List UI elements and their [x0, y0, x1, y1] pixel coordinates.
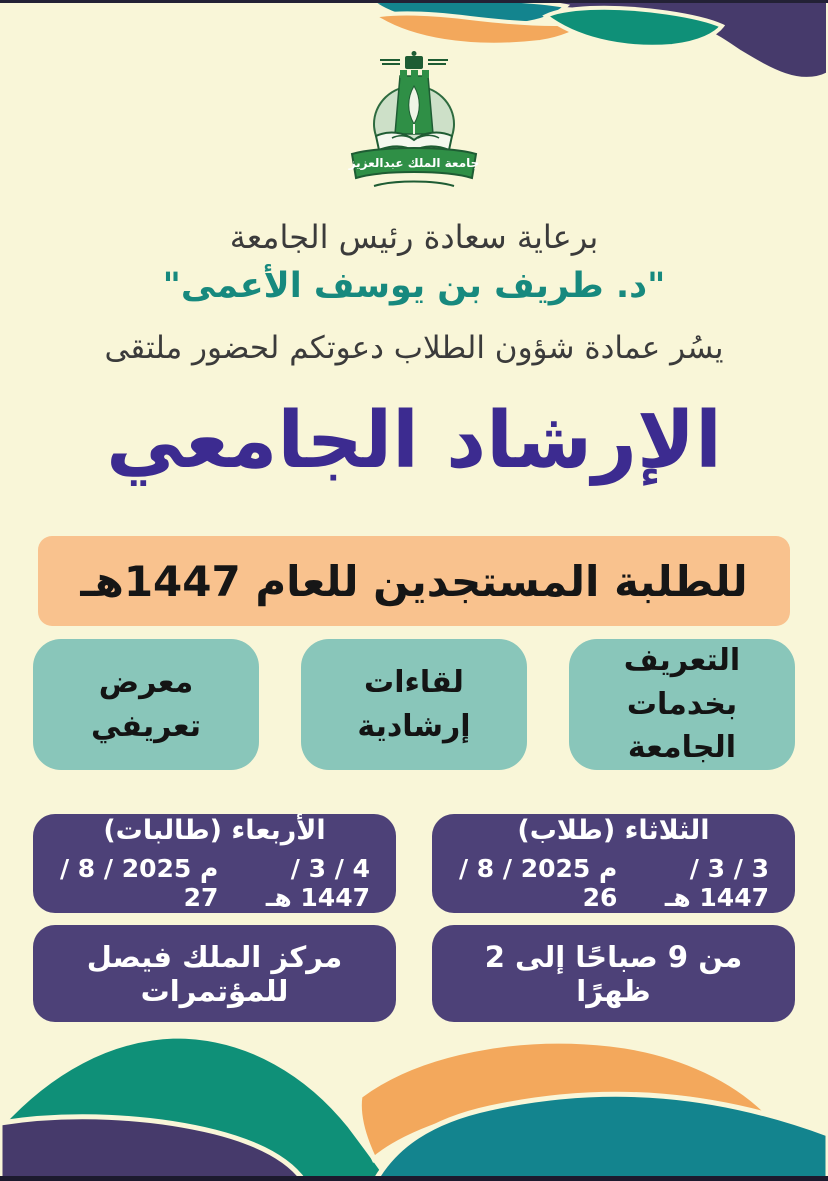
schedule-day-label: الأربعاء (طالبات) [103, 815, 326, 846]
schedule-card-female-students [33, 814, 396, 913]
president-name: "د. طريف بن يوسف الأعمى" [162, 266, 666, 306]
logo-battlement [400, 70, 407, 78]
top-edge-line [0, 0, 828, 3]
feature-card-exhibition: معرض تعريفي [33, 639, 259, 770]
bottom-wave-decoration [0, 1026, 828, 1181]
university-logo-graphic [334, 50, 494, 200]
gregorian-date: م 2025 / 8 / 26 [458, 854, 618, 912]
schedule-row [33, 814, 795, 913]
gregorian-date: م 2025 / 8 / 27 [59, 854, 219, 912]
hijri-date: 4 / 3 / 1447 هـ [265, 854, 370, 912]
schedule-dates [458, 854, 769, 912]
logo-battlement [422, 70, 429, 78]
info-row [33, 925, 795, 1022]
location-card: مركز الملك فيصل للمؤتمرات [33, 925, 396, 1022]
hijri-date: 3 / 3 / 1447 هـ [664, 854, 769, 912]
logo-turret [405, 56, 423, 69]
university-logo [334, 50, 494, 200]
feature-card-meetings: لقاءات إرشادية [301, 639, 527, 770]
logo-finial [412, 51, 417, 56]
event-title: الإرشاد الجامعي [106, 396, 722, 486]
schedule-card-male-students [432, 814, 795, 913]
logo-ribbon-text: جامعة الملك عبدالعزيز [348, 156, 480, 170]
logo-lower-arc [374, 182, 454, 187]
audience-banner: للطلبة المستجدين للعام 1447هـ [38, 536, 790, 626]
feature-card-services: التعريف بخدمات الجامعة [569, 639, 795, 770]
bottom-edge-line [0, 1176, 828, 1181]
feature-cards-row [33, 639, 795, 770]
schedule-dates [59, 854, 370, 912]
schedule-day-label: الثلاثاء (طلاب) [517, 815, 710, 846]
patronage-line: برعاية سعادة رئيس الجامعة [229, 218, 599, 256]
logo-battlement [411, 70, 418, 78]
time-card: من 9 صباحًا إلى 2 ظهرًا [432, 925, 795, 1022]
invitation-line: يسُر عمادة شؤون الطلاب دعوتكم لحضور ملتقى [104, 330, 724, 366]
